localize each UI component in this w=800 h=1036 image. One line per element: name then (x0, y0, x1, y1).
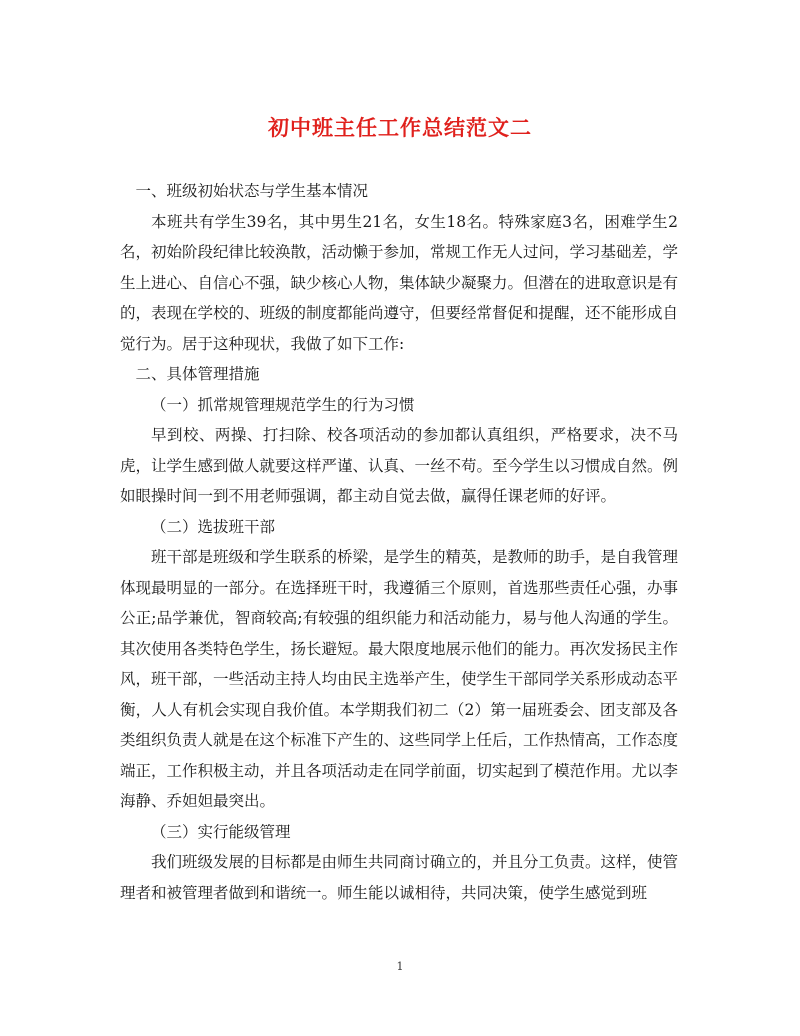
paragraph-class-cadres: 班干部是班级和学生联系的桥梁，是学生的精英，是教师的助手，是自我管理体现最明显的一部分。在选择班干时，我遵循三个原则，首选那些责任心强，办事公正;品学兼优，智商较高;有较强的组织能力和活动能力，易与他人沟通的学生。其次使用各类特色学生，扬长避短。最大限度地展示他们的能力。再次发扬民主作风，班干部，一些活动主持人均由民主选举产生，使学生干部同学关系形成动态平衡，人人有机会实现自我价值。本学期我们初二（2）第一届班委会、团支部及各类组织负责人就是在这个标准下产生的、这些同学上任后，工作热情高，工作态度端正，工作积极主动，并且各项活动走在同学前面，切实起到了模范作用。尤以李海静、乔妲妲最突出。 (120, 548, 679, 810)
paragraph-routine-management: 早到校、两操、打扫除、校各项活动的参加都认真组织，严格要求，决不马虎，让学生感到做人就要这样严谨、认真、一丝不苟。至今学生以习惯成自然。例如眼操时间一到不用老师强调，都主动自觉去做，赢得任课老师的好评。 (120, 426, 679, 505)
page-number: 1 (396, 960, 404, 973)
document-title: 初中班主任工作总结范文二 (268, 115, 532, 140)
paragraph-level-management: 我们班级发展的目标都是由师生共同商讨确立的，并且分工负责。这样，使管理者和被管理者做到和谐统一。师生能以诚相待，共同决策，使学生感觉到班 (120, 853, 679, 902)
paragraph-class-status: 本班共有学生39名，其中男生21名，女生18名。特殊家庭3名，困难学生2名，初始阶段纪律比较涣散，活动懒于参加，常规工作无人过问，学习基础差，学生上进心、自信心不强，缺少核心人物，集体缺少凝聚力。但潜在的进取意识是有的，表现在学校的、班级的制度都能尚遵守，但要经常督促和提醒，还不能形成自觉行为。居于这种现状，我做了如下工作: (120, 212, 679, 353)
section-heading-2: 二、具体管理措施 (135, 365, 260, 383)
document-body (120, 176, 678, 908)
subsection-heading-2: （二）选拔班干部 (151, 517, 276, 536)
section-heading-1: 一、班级初始状态与学生基本情况 (135, 182, 369, 200)
subsection-heading-1: （一）抓常规管理规范学生的行为习惯 (151, 395, 415, 414)
subsection-heading-3: （三）实行能级管理 (151, 822, 291, 841)
